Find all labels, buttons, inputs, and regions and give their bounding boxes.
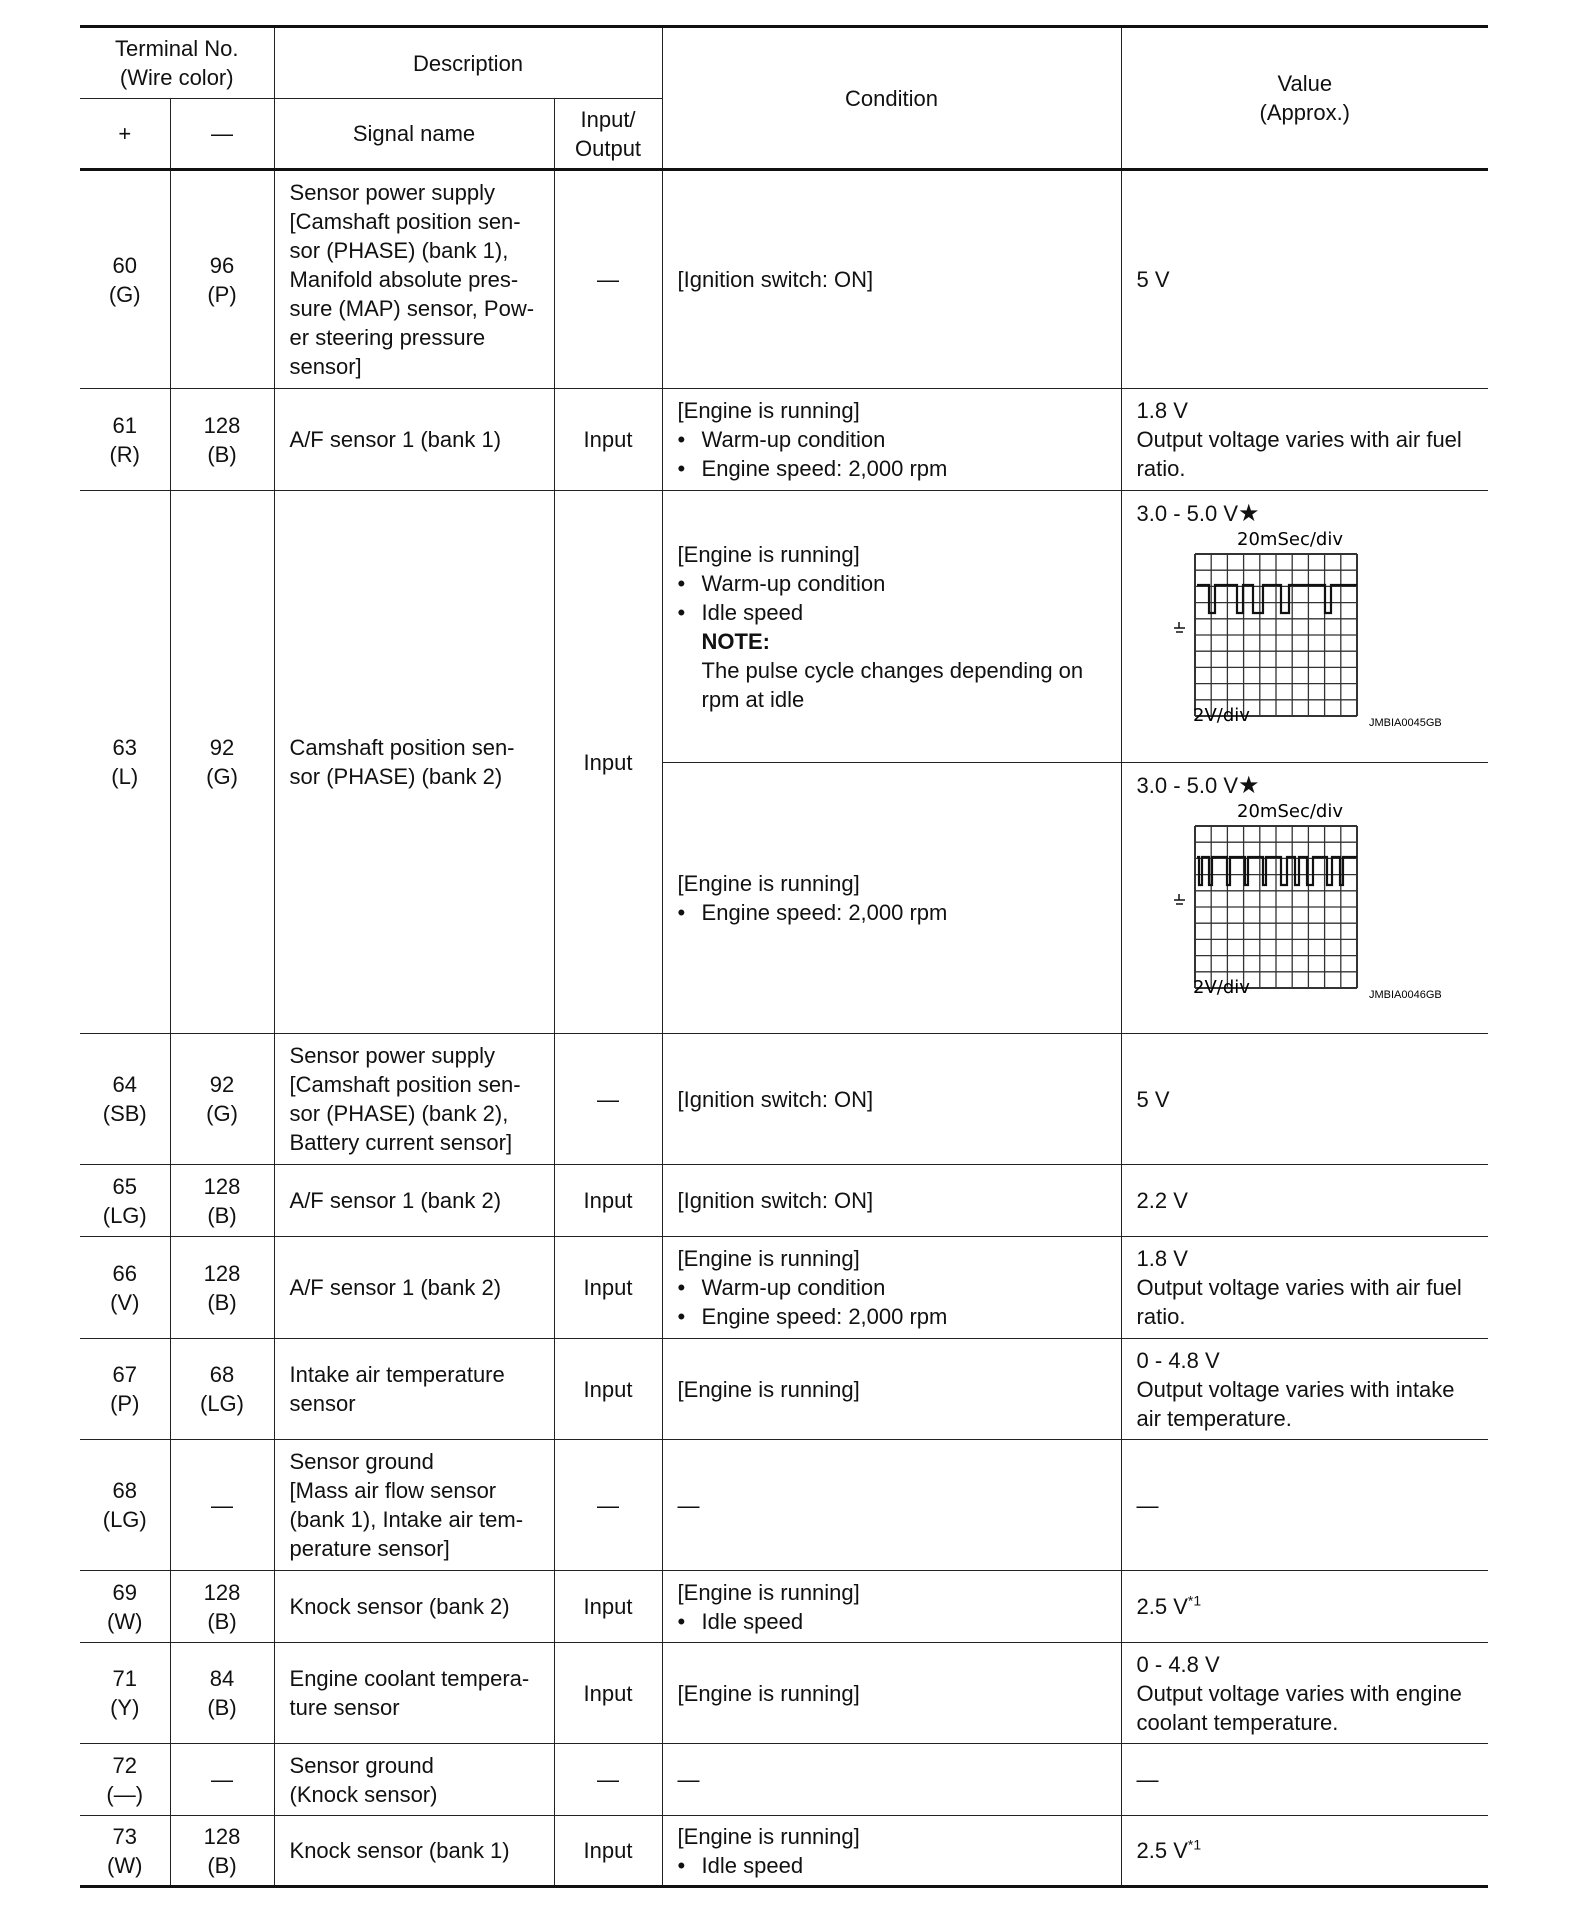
signal-name: Intake air temperature sensor — [274, 1339, 554, 1440]
value: 5 V — [1121, 1034, 1488, 1165]
signal-name: Knock sensor (bank 1) — [274, 1816, 554, 1887]
value: 3.0 - 5.0 V★ 20mSec/div 2V/div JMBIA0046GB — [1121, 763, 1488, 1034]
time-div-label: 20mSec/div — [1236, 802, 1343, 822]
plus-terminal: 72 (—) — [80, 1744, 170, 1816]
io: Input — [554, 1643, 662, 1744]
figure-id: JMBIA0045GB — [1368, 717, 1442, 729]
minus-terminal: 128 (B) — [170, 1571, 274, 1643]
table-row — [80, 1571, 1488, 1643]
table-row — [80, 170, 1488, 389]
minus-terminal: 68 (LG) — [170, 1339, 274, 1440]
io: Input — [554, 389, 662, 491]
header-plus: + — [80, 99, 170, 170]
condition: [Engine is running] • Warm-up condition • Engine speed: 2,000 rpm — [662, 1237, 1121, 1339]
value: 5 V — [1121, 170, 1488, 389]
condition: [Engine is running] • Warm-up condition • Engine speed: 2,000 rpm — [662, 389, 1121, 491]
signal-name: A/F sensor 1 (bank 2) — [274, 1237, 554, 1339]
header-minus: — — [170, 99, 274, 170]
condition: [Engine is running] — [662, 1339, 1121, 1440]
header-input-output: Input/ Output — [554, 99, 662, 170]
signal-name: Camshaft position sen- sor (PHASE) (bank 2) — [274, 491, 554, 1034]
header-terminal: Terminal No. (Wire color) — [80, 27, 274, 99]
condition: [Ignition switch: ON] — [662, 170, 1121, 389]
star-icon: ★ — [1238, 772, 1260, 799]
waveform-trace — [1197, 857, 1357, 885]
value: 2.2 V — [1121, 1165, 1488, 1237]
io: — — [554, 1440, 662, 1571]
header-condition: Condition — [662, 27, 1121, 170]
condition: — — [662, 1744, 1121, 1816]
table-row — [80, 1744, 1488, 1816]
value: 0 - 4.8 V Output voltage varies with engine coolant temperature. — [1121, 1643, 1488, 1744]
plus-terminal: 61 (R) — [80, 389, 170, 491]
waveform-trace — [1197, 585, 1357, 613]
plus-terminal: 67 (P) — [80, 1339, 170, 1440]
signal-name: Sensor power supply [Camshaft position sen- sor (PHASE) (bank 2), Battery current sensor] — [274, 1034, 554, 1165]
minus-terminal: 128 (B) — [170, 1237, 274, 1339]
io: Input — [554, 491, 662, 1034]
signal-name: A/F sensor 1 (bank 2) — [274, 1165, 554, 1237]
condition: [Engine is running] • Warm-up condition • Idle speed NOTE: The pulse cycle changes depending on rpm at idle — [662, 491, 1121, 763]
table-row — [80, 1165, 1488, 1237]
plus-terminal: 73 (W) — [80, 1816, 170, 1887]
plus-terminal: 71 (Y) — [80, 1643, 170, 1744]
minus-terminal: 96 (P) — [170, 170, 274, 389]
condition: [Ignition switch: ON] — [662, 1034, 1121, 1165]
condition: [Engine is running] • Idle speed — [662, 1816, 1121, 1887]
io: Input — [554, 1237, 662, 1339]
condition: [Engine is running] — [662, 1643, 1121, 1744]
plus-terminal: 63 (L) — [80, 491, 170, 1034]
plus-terminal: 60 (G) — [80, 170, 170, 389]
plus-terminal: 65 (LG) — [80, 1165, 170, 1237]
io: Input — [554, 1165, 662, 1237]
star-icon: ★ — [1238, 500, 1260, 527]
value: 2.5 $V^{*1}$ — [1121, 1571, 1488, 1643]
oscilloscope-waveform — [1137, 802, 1457, 1008]
minus-terminal: — — [170, 1440, 274, 1571]
figure-id: JMBIA0046GB — [1368, 989, 1442, 1001]
volt-div-label: 2V/div — [1192, 705, 1250, 726]
io: Input — [554, 1816, 662, 1887]
table-row — [80, 1339, 1488, 1440]
io: — — [554, 1744, 662, 1816]
header-signal-name: Signal name — [274, 99, 554, 170]
table-row — [80, 491, 1488, 763]
condition: — — [662, 1440, 1121, 1571]
signal-name: A/F sensor 1 (bank 1) — [274, 389, 554, 491]
table-row — [80, 1643, 1488, 1744]
table-row — [80, 1034, 1488, 1165]
volt-div-label: 2V/div — [1192, 977, 1250, 998]
signal-name: Sensor power supply [Camshaft position sen- sor (PHASE) (bank 1), Manifold absolute pres- sure (MAP) sensor, Pow- er steering pressure sensor] — [274, 170, 554, 389]
io: Input — [554, 1571, 662, 1643]
minus-terminal: 92 (G) — [170, 491, 274, 1034]
header-value: Value (Approx.) — [1121, 27, 1488, 170]
io: — — [554, 170, 662, 389]
minus-terminal: — — [170, 1744, 274, 1816]
signal-name: Sensor ground (Knock sensor) — [274, 1744, 554, 1816]
plus-terminal: 66 (V) — [80, 1237, 170, 1339]
value: 0 - 4.8 V Output voltage varies with intake air temperature. — [1121, 1339, 1488, 1440]
table-row — [80, 389, 1488, 491]
value: 1.8 V Output voltage varies with air fuel ratio. — [1121, 389, 1488, 491]
condition: [Ignition switch: ON] — [662, 1165, 1121, 1237]
value: 3.0 - 5.0 V★ 20mSec/div 2V/div JMBIA0045GB — [1121, 491, 1488, 763]
signal-name: Knock sensor (bank 2) — [274, 1571, 554, 1643]
table-row — [80, 1237, 1488, 1339]
table-row — [80, 1816, 1488, 1887]
plus-terminal: 68 (LG) — [80, 1440, 170, 1571]
io: Input — [554, 1339, 662, 1440]
minus-terminal: 84 (B) — [170, 1643, 274, 1744]
value: 2.5 $V^{*1}$ — [1121, 1816, 1488, 1887]
header-description: Description — [274, 27, 662, 99]
oscilloscope-waveform — [1137, 530, 1457, 736]
terminal-table — [80, 25, 1488, 1888]
minus-terminal: 128 (B) — [170, 1816, 274, 1887]
plus-terminal: 69 (W) — [80, 1571, 170, 1643]
value: — — [1121, 1440, 1488, 1571]
minus-terminal: 92 (G) — [170, 1034, 274, 1165]
plus-terminal: 64 (SB) — [80, 1034, 170, 1165]
value: 1.8 V Output voltage varies with air fuel ratio. — [1121, 1237, 1488, 1339]
table-row — [80, 1440, 1488, 1571]
value: — — [1121, 1744, 1488, 1816]
time-div-label: 20mSec/div — [1236, 530, 1343, 550]
condition: [Engine is running] • Idle speed — [662, 1571, 1121, 1643]
signal-name: Engine coolant tempera- ture sensor — [274, 1643, 554, 1744]
io: — — [554, 1034, 662, 1165]
condition: [Engine is running] • Engine speed: 2,000 rpm — [662, 763, 1121, 1034]
minus-terminal: 128 (B) — [170, 389, 274, 491]
minus-terminal: 128 (B) — [170, 1165, 274, 1237]
signal-name: Sensor ground [Mass air flow sensor (bank 1), Intake air tem- perature sensor] — [274, 1440, 554, 1571]
